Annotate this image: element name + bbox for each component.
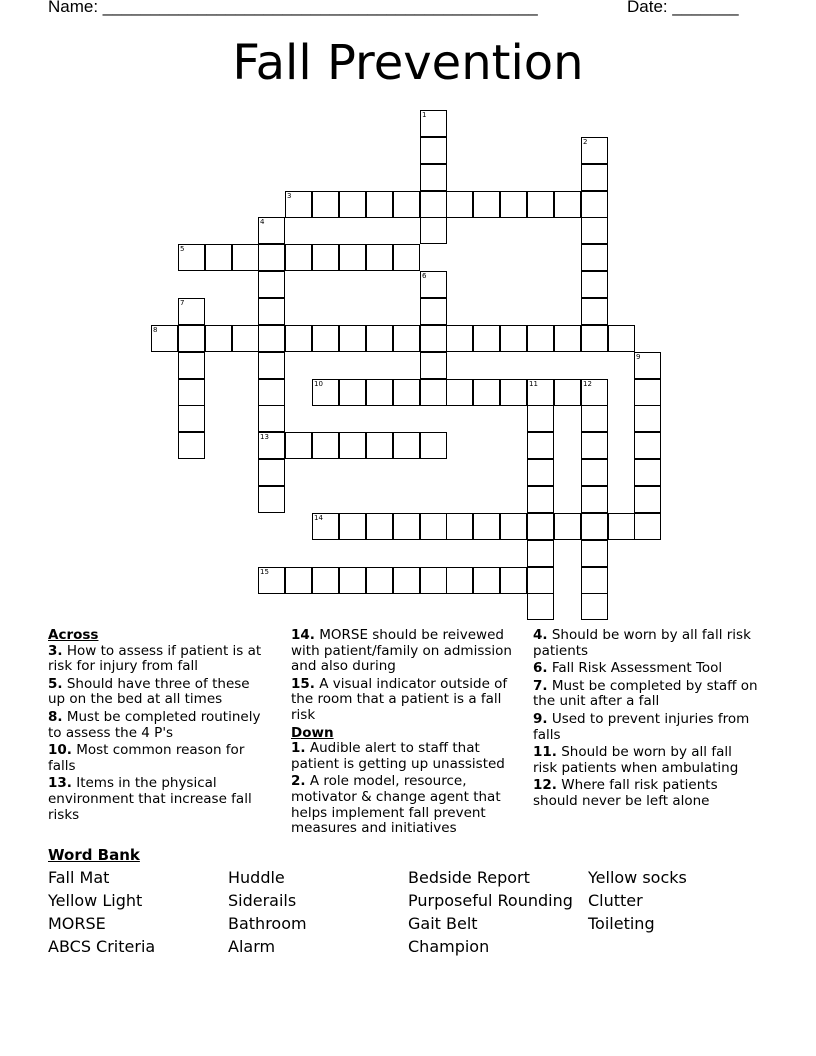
word-bank-column-2 xyxy=(228,866,307,958)
crossword-cell[interactable] xyxy=(527,191,554,218)
crossword-cell[interactable] xyxy=(339,567,366,594)
clue-number: 15 xyxy=(260,568,269,576)
crossword-cell[interactable] xyxy=(285,432,312,459)
crossword-cell[interactable] xyxy=(312,191,339,218)
across-heading: Across xyxy=(48,627,99,643)
crossword-cell[interactable] xyxy=(473,191,500,218)
crossword-cell[interactable] xyxy=(500,379,527,406)
crossword-cell[interactable] xyxy=(258,298,285,325)
word-bank-item: Siderails xyxy=(228,891,297,910)
crossword-cell[interactable] xyxy=(581,379,608,406)
crossword-cell[interactable] xyxy=(393,567,420,594)
crossword-cell[interactable] xyxy=(151,325,178,352)
clue-across-5: 5. Should have three of these up on the bed at all times xyxy=(48,675,250,708)
clues-column-1 xyxy=(48,628,268,825)
crossword-cell[interactable] xyxy=(366,432,393,459)
clue-number: 4 xyxy=(260,218,265,226)
clue-across-8: 8. Must be completed routinely to assess the 4 P's xyxy=(48,708,261,741)
crossword-cell[interactable] xyxy=(634,486,661,513)
crossword-cell[interactable] xyxy=(634,459,661,486)
crossword-cell[interactable] xyxy=(527,459,554,486)
crossword-cell[interactable] xyxy=(232,244,259,271)
crossword-cell[interactable] xyxy=(527,325,554,352)
crossword-cell[interactable] xyxy=(473,325,500,352)
crossword-cell[interactable] xyxy=(366,191,393,218)
crossword-cell[interactable] xyxy=(527,379,554,406)
crossword-cell[interactable] xyxy=(634,352,661,379)
crossword-cell[interactable] xyxy=(581,244,608,271)
clue-down-12: 12. Where fall risk patients should never be left alone xyxy=(533,777,718,809)
crossword-cell[interactable] xyxy=(393,244,420,271)
crossword-cell[interactable] xyxy=(581,164,608,191)
crossword-cell[interactable] xyxy=(178,244,205,271)
word-bank-item: Clutter xyxy=(588,891,643,910)
crossword-cell[interactable] xyxy=(205,244,232,271)
clue-down-9: 9. Used to prevent injuries from falls xyxy=(533,710,750,743)
clue-number: 9 xyxy=(636,353,641,361)
crossword-cell[interactable] xyxy=(446,513,473,540)
word-bank-item: Purposeful Rounding xyxy=(408,891,573,910)
clue-down-6: 6. Fall Risk Assessment Tool xyxy=(533,660,723,677)
crossword-cell[interactable] xyxy=(339,325,366,352)
crossword-cell[interactable] xyxy=(527,567,554,594)
crossword-cell[interactable] xyxy=(500,567,527,594)
crossword-cell[interactable] xyxy=(258,432,285,459)
crossword-cell[interactable] xyxy=(393,191,420,218)
clue-number: 14 xyxy=(314,514,323,522)
crossword-cell[interactable] xyxy=(581,298,608,325)
crossword-cell[interactable] xyxy=(420,513,447,540)
word-bank-column-3 xyxy=(408,866,573,958)
crossword-cell[interactable] xyxy=(554,191,581,218)
crossword-cell[interactable] xyxy=(285,325,312,352)
crossword-cell[interactable] xyxy=(420,137,447,164)
crossword-cell[interactable] xyxy=(473,567,500,594)
word-bank-item: Yellow socks xyxy=(588,868,687,887)
clue-number: 7 xyxy=(180,299,185,307)
word-bank-item: Alarm xyxy=(228,937,276,956)
crossword-cell[interactable] xyxy=(258,567,285,594)
clues-column-2 xyxy=(291,628,526,839)
clue-down-2: 2. A role model, resource, motivator & change agent that helps implement fall prevent measures and initiatives xyxy=(291,773,501,837)
clue-across-14: 14. MORSE should be reivewed with patient/family on admission and also during xyxy=(291,627,512,675)
crossword-cell[interactable] xyxy=(527,540,554,567)
crossword-cell[interactable] xyxy=(258,486,285,513)
crossword-cell[interactable] xyxy=(178,352,205,379)
clue-number: 10 xyxy=(314,380,323,388)
crossword-cell[interactable] xyxy=(634,405,661,432)
clue-across-3: 3. How to assess if patient is at risk for injury from fall xyxy=(48,642,262,675)
crossword-cell[interactable] xyxy=(473,513,500,540)
clue-number: 12 xyxy=(583,380,592,388)
crossword-cell[interactable] xyxy=(420,567,447,594)
name-field[interactable]: Name: ______________________________________________ xyxy=(48,0,538,16)
crossword-cell[interactable] xyxy=(554,379,581,406)
crossword-cell[interactable] xyxy=(258,244,285,271)
crossword-cell[interactable] xyxy=(312,432,339,459)
crossword-cell[interactable] xyxy=(581,271,608,298)
down-heading: Down xyxy=(291,724,334,741)
crossword-cell[interactable] xyxy=(205,325,232,352)
crossword-cell[interactable] xyxy=(339,379,366,406)
crossword-cell[interactable] xyxy=(634,379,661,406)
crossword-cell[interactable] xyxy=(527,432,554,459)
clue-number: 2 xyxy=(583,138,588,146)
word-bank-item: MORSE xyxy=(48,914,106,933)
page-title: Fall Prevention xyxy=(232,35,584,91)
crossword-cell[interactable] xyxy=(420,298,447,325)
crossword-cell[interactable] xyxy=(634,513,661,540)
crossword-cell[interactable] xyxy=(366,244,393,271)
crossword-cell[interactable] xyxy=(420,191,447,218)
crossword-cell[interactable] xyxy=(581,325,608,352)
crossword-cell[interactable] xyxy=(312,244,339,271)
word-bank-item: Champion xyxy=(408,937,490,956)
word-bank-column-4 xyxy=(588,866,687,935)
crossword-cell[interactable] xyxy=(339,191,366,218)
word-bank-item: Bathroom xyxy=(228,914,307,933)
crossword-cell[interactable] xyxy=(312,325,339,352)
crossword-cell[interactable] xyxy=(393,325,420,352)
crossword-cell[interactable] xyxy=(258,405,285,432)
crossword-cell[interactable] xyxy=(258,217,285,244)
crossword-cell[interactable] xyxy=(285,191,312,218)
crossword-cell[interactable] xyxy=(527,593,554,620)
crossword-cell[interactable] xyxy=(581,593,608,620)
clue-across-13: 13. Items in the physical environment that increase fall risks xyxy=(48,775,252,823)
crossword-cell[interactable] xyxy=(581,486,608,513)
crossword-cell[interactable] xyxy=(178,379,205,406)
crossword-cell[interactable] xyxy=(232,325,259,352)
crossword-cell[interactable] xyxy=(258,459,285,486)
crossword-cell[interactable] xyxy=(366,567,393,594)
crossword-cell[interactable] xyxy=(446,379,473,406)
word-bank-item: Toileting xyxy=(588,914,655,933)
crossword-cell[interactable] xyxy=(554,325,581,352)
clues-column-3 xyxy=(533,628,758,812)
crossword-cell[interactable] xyxy=(581,191,608,218)
crossword-cell[interactable] xyxy=(608,325,635,352)
crossword-cell[interactable] xyxy=(178,432,205,459)
crossword-cell[interactable] xyxy=(500,325,527,352)
word-bank-item: Yellow Light xyxy=(48,891,143,910)
crossword-cell[interactable] xyxy=(446,567,473,594)
crossword-cell[interactable] xyxy=(581,137,608,164)
crossword-cell[interactable] xyxy=(393,513,420,540)
crossword-cell[interactable] xyxy=(420,325,447,352)
crossword-cell[interactable] xyxy=(285,244,312,271)
clue-number: 13 xyxy=(260,433,269,441)
clue-across-10: 10. Most common reason for falls xyxy=(48,742,245,774)
crossword-cell[interactable] xyxy=(393,432,420,459)
crossword-cell[interactable] xyxy=(178,325,205,352)
word-bank-item: Huddle xyxy=(228,868,285,887)
crossword-cell[interactable] xyxy=(312,513,339,540)
crossword-cell[interactable] xyxy=(339,432,366,459)
word-bank-item: Fall Mat xyxy=(48,868,110,887)
clue-number: 5 xyxy=(180,245,185,253)
crossword-cell[interactable] xyxy=(500,191,527,218)
crossword-cell[interactable] xyxy=(258,271,285,298)
crossword-cell[interactable] xyxy=(393,379,420,406)
crossword-cell[interactable] xyxy=(554,513,581,540)
crossword-cell[interactable] xyxy=(312,379,339,406)
crossword-cell[interactable] xyxy=(339,513,366,540)
crossword-cell[interactable] xyxy=(339,244,366,271)
crossword-cell[interactable] xyxy=(581,567,608,594)
crossword-cell[interactable] xyxy=(446,325,473,352)
clue-number: 11 xyxy=(529,380,538,388)
crossword-cell[interactable] xyxy=(446,191,473,218)
crossword-cell[interactable] xyxy=(420,379,447,406)
crossword-cell[interactable] xyxy=(258,352,285,379)
word-bank-item: Bedside Report xyxy=(408,868,530,887)
crossword-cell[interactable] xyxy=(581,217,608,244)
crossword-cell[interactable] xyxy=(527,513,554,540)
clue-down-4: 4. Should be worn by all fall risk patients xyxy=(533,627,751,659)
clue-across-15: 15. A visual indicator outside of the room that a patient is a fall risk xyxy=(291,675,508,723)
crossword-cell[interactable] xyxy=(581,405,608,432)
word-bank-item: ABCS Criteria xyxy=(48,937,156,956)
crossword-cell[interactable] xyxy=(366,379,393,406)
crossword-cell[interactable] xyxy=(420,271,447,298)
crossword-cell[interactable] xyxy=(581,459,608,486)
clue-number: 1 xyxy=(422,111,427,119)
crossword-cell[interactable] xyxy=(500,513,527,540)
clue-down-11: 11. Should be worn by all fall risk patients when ambulating xyxy=(533,744,739,776)
crossword-cell[interactable] xyxy=(420,164,447,191)
word-bank-column-1 xyxy=(48,866,155,958)
crossword-cell[interactable] xyxy=(608,513,635,540)
clue-number: 8 xyxy=(153,326,158,334)
clue-number: 3 xyxy=(287,192,292,200)
crossword-cell[interactable] xyxy=(581,513,608,540)
crossword-cell[interactable] xyxy=(527,486,554,513)
crossword-cell[interactable] xyxy=(420,352,447,379)
word-bank-item: Gait Belt xyxy=(408,914,478,933)
crossword-cell[interactable] xyxy=(178,405,205,432)
crossword-cell[interactable] xyxy=(634,432,661,459)
clue-number: 6 xyxy=(422,272,427,280)
clue-down-7: 7. Must be completed by staff on the unit after a fall xyxy=(533,677,758,710)
crossword-cell[interactable] xyxy=(473,379,500,406)
crossword-cell[interactable] xyxy=(581,432,608,459)
crossword-cell[interactable] xyxy=(527,405,554,432)
crossword-cell[interactable] xyxy=(258,379,285,406)
crossword-cell[interactable] xyxy=(366,513,393,540)
crossword-cell[interactable] xyxy=(258,325,285,352)
crossword-cell[interactable] xyxy=(285,567,312,594)
crossword-cell[interactable] xyxy=(420,110,447,137)
crossword-cell[interactable] xyxy=(178,298,205,325)
date-field[interactable]: Date: _______ xyxy=(627,0,739,16)
crossword-cell[interactable] xyxy=(420,217,447,244)
crossword-cell[interactable] xyxy=(366,325,393,352)
clue-down-1: 1. Audible alert to staff that patient is getting up unassisted xyxy=(291,740,505,772)
crossword-cell[interactable] xyxy=(581,540,608,567)
crossword-cell[interactable] xyxy=(312,567,339,594)
word-bank-heading: Word Bank xyxy=(48,846,140,864)
crossword-cell[interactable] xyxy=(420,432,447,459)
